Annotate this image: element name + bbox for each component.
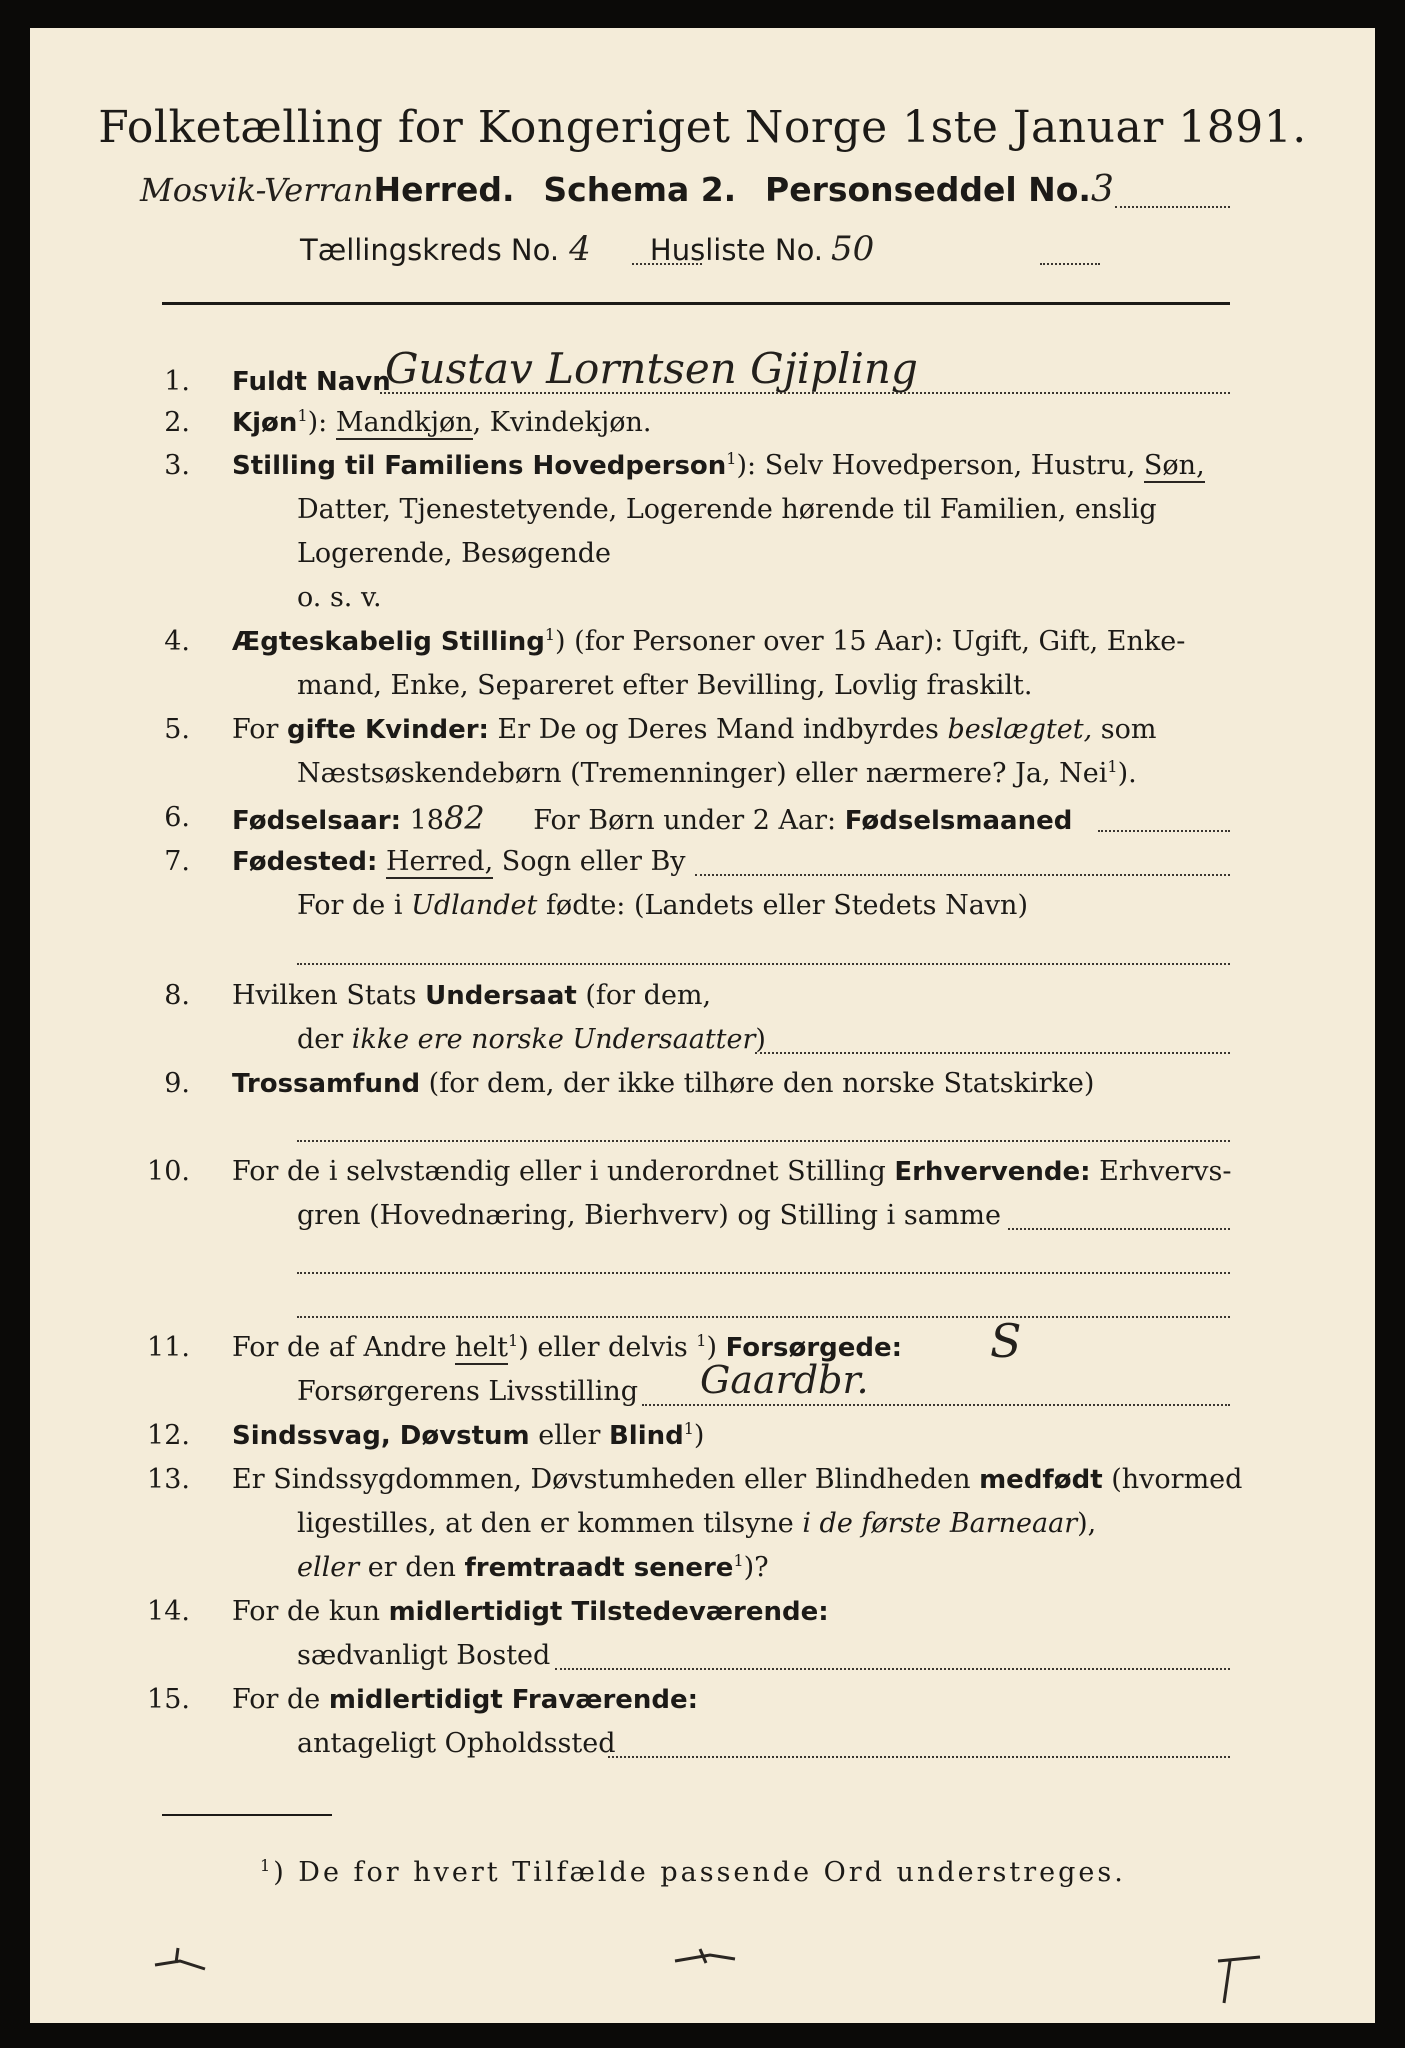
footnote-rule [162, 1814, 332, 1816]
f1-value: Gustav Lorntsen Gjipling [385, 344, 918, 393]
f1-label: Fuldt Navn [232, 367, 391, 397]
husliste-label: Husliste No. [649, 233, 824, 267]
f3-line1: Stilling til Familiens Hovedperson$^1$): Selv Hovedperson, Hustru, Søn, [232, 449, 1205, 481]
f14-num: 14. [147, 1596, 190, 1627]
f12-num: 12. [147, 1420, 190, 1451]
f3-line2: Datter, Tjenestetyende, Logerende hørende til Familien, enslig [297, 494, 1157, 525]
header-rule [162, 302, 1230, 305]
kreds-value: 4 [569, 229, 591, 269]
f9-line: Trossamfund (for dem, der ikke tilhøre den norske Statskirke) [232, 1068, 1095, 1099]
f8-line2: der ikke ere norske Undersaatter) [297, 1024, 766, 1055]
f11-num: 11. [147, 1332, 190, 1363]
f15-num: 15. [147, 1684, 190, 1715]
f7-num: 7. [164, 846, 190, 877]
f13-line3: eller er den fremtraadt senere$^1$)? [297, 1551, 769, 1583]
footnote: $^1$) De for hvert Tilfælde passende Ord understreges. [260, 1856, 1126, 1888]
f14-line1: For de kun midlertidigt Tilstedeværende: [232, 1596, 829, 1627]
header-line-2 [140, 168, 1114, 212]
header-line-3 [300, 228, 874, 271]
f1-num: 1. [164, 366, 190, 397]
f3-line3: Logerende, Besøgende [297, 538, 611, 569]
f3-num: 3. [164, 450, 190, 481]
f5-num: 5. [164, 714, 190, 745]
f11-mark: S [990, 1314, 1022, 1368]
f10-line2: gren (Hovednæring, Bierhverv) og Stilling i samme [297, 1200, 1002, 1231]
f11-option-helt: helt [455, 1332, 509, 1363]
f2-line: Kjøn$^1$): Mandkjøn, Kvindekjøn. [232, 406, 652, 438]
pen-mark-center [670, 1943, 740, 1973]
f15-line2: antageligt Opholdssted [297, 1728, 616, 1759]
f6-year-value: 82 [443, 799, 485, 837]
f11-line2: Forsørgerens Livsstilling [297, 1376, 639, 1407]
f2-option-mandkjon: Mandkjøn [335, 407, 473, 438]
f7-option-herred: Herred, [385, 846, 494, 877]
herred-label: Herred. [373, 170, 515, 209]
personseddel-value: 3 [1090, 169, 1114, 210]
pen-mark-right [1210, 1953, 1270, 2008]
f15-line1: For de midlertidigt Fraværende: [232, 1684, 699, 1715]
f7-line2: For de i Udlandet fødte: (Landets eller Stedets Navn) [297, 890, 1028, 921]
f12-line: Sindssvag, Døvstum eller Blind$^1$) [232, 1419, 705, 1451]
f13-num: 13. [147, 1464, 190, 1495]
herred-value: Mosvik-Verran [140, 171, 374, 209]
f8-num: 8. [164, 980, 190, 1011]
f3-option-son: Søn, [1143, 450, 1205, 481]
census-form-sheet [30, 28, 1375, 2023]
husliste-value: 50 [831, 229, 875, 269]
f4-line1: Ægteskabelig Stilling$^1$) (for Personer over 15 Aar): Ugift, Gift, Enke- [232, 625, 1186, 657]
f5-line2: Næstsøskendebørn (Tremenninger) eller nærmere? Ja, Nei$^1$). [297, 757, 1137, 789]
f9-num: 9. [164, 1068, 190, 1099]
f11-line1: For de af Andre helt$^1$) eller delvis $^1$) Forsørgede: [232, 1331, 903, 1363]
f7-line1: Fødested: Herred, Sogn eller By [232, 846, 686, 877]
f6-line: Fødselsaar: 1882 For Børn under 2 Aar: Fødselsmaaned [232, 799, 1073, 837]
f13-line2: ligestilles, at den er kommen tilsyne i de første Barneaar), [297, 1508, 1097, 1539]
f10-num: 10. [147, 1156, 190, 1187]
f5-line1: For gifte Kvinder: Er De og Deres Mand indbyrdes beslægtet, som [232, 714, 1157, 745]
f8-line1: Hvilken Stats Undersaat (for dem, [232, 980, 712, 1011]
f13-line1: Er Sindssygdommen, Døvstumheden eller Blindheden medfødt (hvormed [232, 1464, 1243, 1495]
f6-num: 6. [164, 802, 190, 833]
f4-line2: mand, Enke, Separeret efter Bevilling, Lovlig fraskilt. [297, 670, 1033, 701]
form-title: Folketælling for Kongeriget Norge 1ste Januar 1891. [98, 102, 1307, 153]
kreds-label: Tællingskreds No. [300, 233, 560, 267]
f11-value: Gaardbr. [700, 1358, 869, 1402]
f2-num: 2. [164, 407, 190, 438]
personseddel-label: Personseddel No. [765, 170, 1091, 209]
f14-line2: sædvanligt Bosted [297, 1640, 551, 1671]
f4-num: 4. [164, 626, 190, 657]
f3-line4: o. s. v. [297, 582, 382, 613]
f10-line1: For de i selvstændig eller i underordnet Stilling Erhvervende: Erhvervs- [232, 1156, 1232, 1187]
pen-mark-left [150, 1943, 210, 1978]
schema-label: Schema 2. [543, 170, 737, 209]
